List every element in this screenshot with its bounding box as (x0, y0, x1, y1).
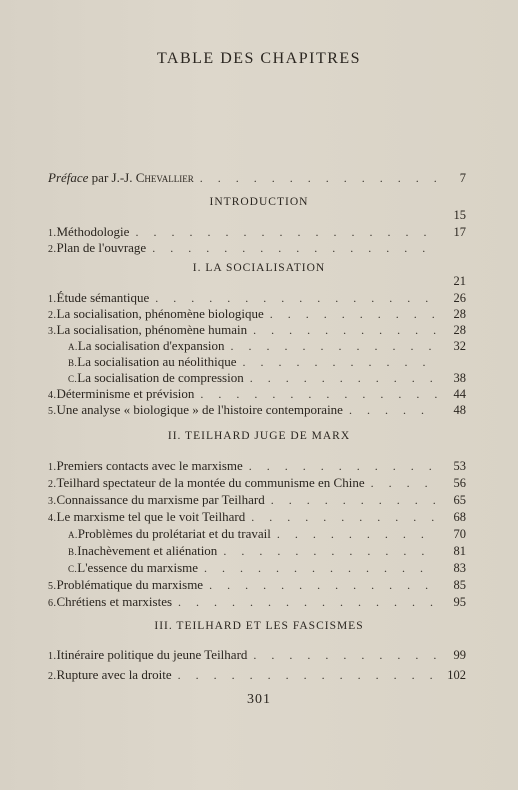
leader-dots (371, 476, 438, 491)
leader-dots (251, 510, 438, 525)
entry-text: Chrétiens et marxistes (56, 594, 173, 609)
leader-dots (152, 241, 438, 256)
leader-dots (209, 578, 438, 593)
page-number: 85 (453, 578, 466, 592)
page-number: 28 (453, 323, 466, 337)
entry-text: Déterminisme et prévision (56, 386, 195, 401)
page-number: 53 (453, 459, 466, 473)
toc-entry (48, 224, 466, 240)
toc-subentry (68, 526, 466, 542)
entry-number: 1. (48, 462, 57, 473)
page-number: 26 (453, 291, 466, 305)
toc-entry (48, 322, 466, 338)
leader-dots (253, 648, 438, 663)
leader-dots (178, 668, 438, 683)
leader-dots (204, 561, 438, 576)
entry-number: 6. (48, 598, 57, 609)
entry-number: 2. (48, 244, 57, 255)
entry-text: Itinéraire politique du jeune Teilhard (56, 647, 248, 662)
page-title: TABLE DES CHAPITRES (156, 50, 362, 67)
leader-dots (253, 323, 438, 338)
page-number: 38 (453, 371, 466, 385)
toc-entry (48, 240, 466, 256)
leader-dots (223, 544, 438, 559)
toc-entry (48, 402, 466, 418)
entry-text: La socialisation, phénomène humain (56, 322, 248, 337)
entry-text: Étude sémantique (56, 290, 150, 305)
section-start-page: 21 (453, 274, 466, 288)
page-number: 32 (453, 339, 466, 353)
section-start-page: 15 (453, 208, 466, 222)
toc-subentry (68, 370, 466, 386)
toc-entry-preface (48, 170, 466, 186)
entry-number: 5. (48, 581, 57, 592)
entry-text: Plan de l'ouvrage (56, 240, 147, 255)
page-number: 95 (453, 595, 466, 609)
toc-entry (48, 647, 466, 663)
entry-number: 3. (48, 496, 57, 507)
entry-letter: C. (68, 374, 78, 384)
leader-dots (135, 225, 438, 240)
entry-text: Teilhard spectateur de la montée du communisme en Chine (56, 475, 365, 490)
toc-entry (48, 509, 466, 525)
toc-entry (48, 594, 466, 610)
entry-text: La socialisation, phénomène biologique (56, 306, 264, 321)
entry-text: Inachèvement et aliénation (77, 543, 218, 558)
toc-entry (48, 577, 466, 593)
entry-text: La socialisation au néolithique (77, 354, 237, 369)
page-number: 56 (453, 476, 466, 490)
entry-letter: B. (68, 358, 78, 368)
toc-entry (48, 386, 466, 402)
entry-number: 4. (48, 390, 57, 401)
toc-subentry (68, 338, 466, 354)
entry-number: 4. (48, 513, 57, 524)
page-number: 99 (453, 648, 466, 662)
entry-text: La socialisation de compression (77, 370, 244, 385)
toc-entry (48, 475, 466, 491)
entry-text: Problématique du marxisme (56, 577, 204, 592)
preface-author: Chevallier (135, 170, 194, 185)
page-number: 17 (453, 225, 466, 239)
page-number: 44 (453, 387, 466, 401)
entry-text: Méthodologie (56, 224, 130, 239)
section-heading: INTRODUCTION (209, 196, 309, 208)
page-folio: 301 (247, 692, 271, 707)
leader-dots (249, 459, 438, 474)
toc-subentry (68, 354, 466, 370)
entry-number: 1. (48, 294, 57, 305)
entry-text: Problèmes du prolétariat et du travail (77, 526, 271, 541)
page-number: 83 (453, 561, 466, 575)
leader-dots (155, 291, 438, 306)
entry-letter: B. (68, 547, 78, 557)
entry-text: Le marxisme tel que le voit Teilhard (56, 509, 246, 524)
entry-number: 2. (48, 479, 57, 490)
entry-number: 1. (48, 651, 57, 662)
toc-entry (48, 667, 466, 683)
entry-letter: A. (68, 342, 78, 352)
page-number: 65 (453, 493, 466, 507)
page-number: 48 (453, 403, 466, 417)
section-heading: III. TEILHARD ET LES FASCISMES (154, 620, 364, 632)
entry-text: L'essence du marxisme (77, 560, 199, 575)
toc-subentry (68, 543, 466, 559)
entry-letter: A. (68, 530, 78, 540)
entry-text: Premiers contacts avec le marxisme (56, 458, 243, 473)
page-number: 70 (453, 527, 466, 541)
entry-letter: C. (68, 564, 78, 574)
entry-number: 2. (48, 310, 57, 321)
entry-text: Connaissance du marxisme par Teilhard (56, 492, 265, 507)
leader-dots (271, 493, 438, 508)
toc-entry (48, 290, 466, 306)
entry-number: 5. (48, 406, 57, 417)
toc-entry (48, 492, 466, 508)
leader-dots (200, 171, 438, 186)
toc-subentry (68, 560, 466, 576)
leader-dots (178, 595, 438, 610)
preface-label: Préface (48, 170, 89, 185)
leader-dots (270, 307, 438, 322)
page-number: 102 (447, 668, 466, 682)
entry-number: 2. (48, 671, 57, 682)
toc-entry (48, 306, 466, 322)
section-heading: I. LA SOCIALISATION (192, 262, 326, 274)
leader-dots (349, 403, 438, 418)
section-heading: II. TEILHARD JUGE DE MARX (167, 430, 351, 442)
page-number: 81 (453, 544, 466, 558)
preface-by: par J.-J. (91, 170, 133, 185)
page-number: 28 (453, 307, 466, 321)
toc-entry (48, 458, 466, 474)
toc-entry-text (48, 170, 194, 186)
leader-dots (200, 387, 438, 402)
entry-number: 3. (48, 326, 57, 337)
leader-dots (250, 371, 438, 386)
entry-number: 1. (48, 228, 57, 239)
page-number: 68 (453, 510, 466, 524)
entry-text: La socialisation d'expansion (77, 338, 225, 353)
leader-dots (277, 527, 438, 542)
page-number: 7 (459, 171, 466, 185)
leader-dots (242, 355, 438, 370)
leader-dots (231, 339, 438, 354)
entry-text: Rupture avec la droite (56, 667, 172, 682)
entry-text: Une analyse « biologique » de l'histoire contemporaine (56, 402, 343, 417)
